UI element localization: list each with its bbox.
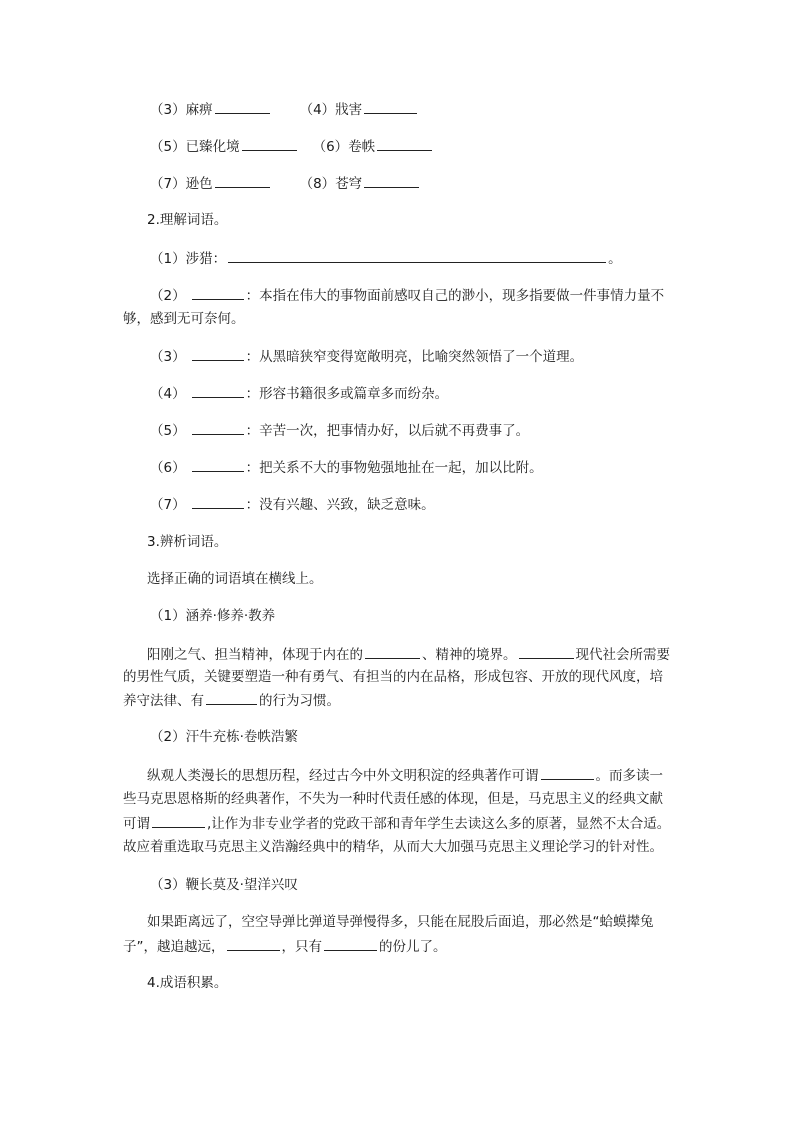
word-row-5-6	[150, 137, 434, 156]
item-word: 卷帙	[348, 139, 376, 155]
para-text: 阳刚之气、担当精神，体现于内在的	[147, 647, 363, 663]
q-row-7	[150, 495, 435, 514]
answer-blank[interactable]	[192, 458, 244, 472]
q-row-2	[150, 286, 664, 305]
answer-blank[interactable]	[192, 384, 244, 398]
item-num: （3）	[150, 102, 186, 118]
answer-blank[interactable]	[242, 137, 297, 151]
item-num: （7）	[150, 176, 186, 192]
word-row-3-4	[150, 100, 419, 119]
definition-text: ：从黑暗狭窄变得宽敞明亮，比喻突然领悟了一个道理。	[245, 349, 584, 365]
q-row-4	[150, 384, 448, 403]
item-num: （5）	[150, 423, 186, 439]
item-word: 已臻化境	[185, 139, 240, 155]
para-text: 可谓	[123, 816, 150, 832]
para-text: 子”，越追越远，	[123, 939, 225, 955]
item-end: 。	[608, 251, 622, 267]
para-2-line-4: 故应着重选取马克思主义浩瀚经典中的精华，从而大大加强马克思主义理论学习的针对性。	[123, 839, 663, 855]
answer-blank[interactable]	[228, 249, 606, 263]
item-num: （5）	[150, 139, 186, 155]
answer-blank[interactable]	[541, 766, 594, 780]
answer-blank[interactable]	[192, 347, 244, 361]
item-word: 麻痹	[185, 102, 213, 118]
para-3-line-1: 如果距离远了，空空导弹比弹道导弹慢得多，只能在屁股后面追，那必然是“蛤蟆撵兔	[147, 914, 654, 930]
item-num: （1）	[150, 251, 186, 267]
section-heading-4: 4.成语积累。	[147, 975, 228, 991]
q-row-5	[150, 421, 529, 440]
section-heading-3: 3.辨析词语。	[147, 534, 228, 550]
definition-text: ：辛苦一次，把事情办好，以后就不再费事了。	[245, 423, 530, 439]
q-row-3	[150, 347, 583, 366]
q-row-2-cont: 够，感到无可奈何。	[123, 311, 245, 327]
word-row-7-8	[150, 174, 421, 193]
item-num: （2）	[150, 288, 186, 304]
para-text: ,让作为非专业学者的党政干部和青年学生去读这么多的原著，显然不太合适。	[207, 816, 671, 832]
answer-blank[interactable]	[206, 691, 257, 705]
para-text: 养守法律、有	[123, 693, 204, 709]
answer-blank[interactable]	[192, 495, 244, 509]
q-row-1	[150, 249, 622, 268]
answer-blank[interactable]	[324, 937, 377, 951]
answer-blank[interactable]	[365, 645, 420, 659]
para-text: ，只有	[281, 939, 322, 955]
answer-blank[interactable]	[227, 937, 280, 951]
answer-blank[interactable]	[364, 100, 417, 114]
para-2-line-2: 些马克思恩格斯的经典著作，不失为一种时代责任感的体现，但是，马克思主义的经典文献	[123, 791, 663, 807]
item-word: 戕害	[335, 102, 363, 118]
para-3-line-2	[123, 937, 447, 956]
q-row-6	[150, 458, 543, 477]
para-2-line-1	[147, 766, 663, 785]
para-1-line-1	[147, 645, 670, 664]
para-1-line-2: 的男性气质，关键要塑造一种有勇气、有担当的内在品格，形成包容、开放的现代风度，培	[123, 669, 663, 685]
definition-text: ：把关系不大的事物勉强地扯在一起，加以比附。	[245, 460, 543, 476]
para-text: 的份儿了。	[379, 939, 447, 955]
item-num: （8）	[299, 176, 336, 192]
item-num: （4）	[299, 102, 336, 118]
para-text: 。而多读一	[595, 768, 663, 784]
answer-blank[interactable]	[377, 137, 432, 151]
answer-blank[interactable]	[364, 174, 419, 188]
answer-blank[interactable]	[215, 174, 270, 188]
para-1-line-3	[123, 691, 340, 710]
item-num: （6）	[150, 460, 186, 476]
answer-blank[interactable]	[215, 100, 270, 114]
section-heading-2: 2.理解词语。	[147, 212, 228, 228]
answer-blank[interactable]	[519, 645, 574, 659]
item-num: （6）	[312, 139, 349, 155]
para-text: 纵观人类漫长的思想历程，经过古今中外文明积淀的经典著作可谓	[147, 768, 539, 784]
answer-blank[interactable]	[192, 421, 244, 435]
item-word: 苍穹	[335, 176, 363, 192]
item-num: （3）	[150, 349, 186, 365]
item-num: （7）	[150, 497, 186, 513]
group-title-2: （2）汗牛充栋·卷帙浩繁	[150, 729, 298, 745]
definition-text: ：本指在伟大的事物面前感叹自己的渺小，现多指要做一件事情力量不	[245, 288, 665, 304]
definition-text: ：没有兴趣、兴致，缺乏意味。	[245, 497, 435, 513]
group-title-3: （3）鞭长莫及·望洋兴叹	[150, 877, 298, 893]
group-title-1: （1）涵养·修养·教养	[150, 608, 276, 624]
para-text: 、精神的境界。	[422, 647, 517, 663]
para-text: 现代社会所需要	[575, 647, 670, 663]
instruction-text: 选择正确的词语填在横线上。	[147, 571, 323, 587]
para-text: 的行为习惯。	[259, 693, 340, 709]
answer-blank[interactable]	[152, 814, 205, 828]
item-num: （4）	[150, 386, 186, 402]
para-2-line-3	[123, 814, 670, 833]
item-word: 涉猎：	[185, 251, 227, 267]
definition-text: ：形容书籍很多或篇章多而纷杂。	[245, 386, 449, 402]
answer-blank[interactable]	[192, 286, 244, 300]
item-word: 逊色	[185, 176, 213, 192]
